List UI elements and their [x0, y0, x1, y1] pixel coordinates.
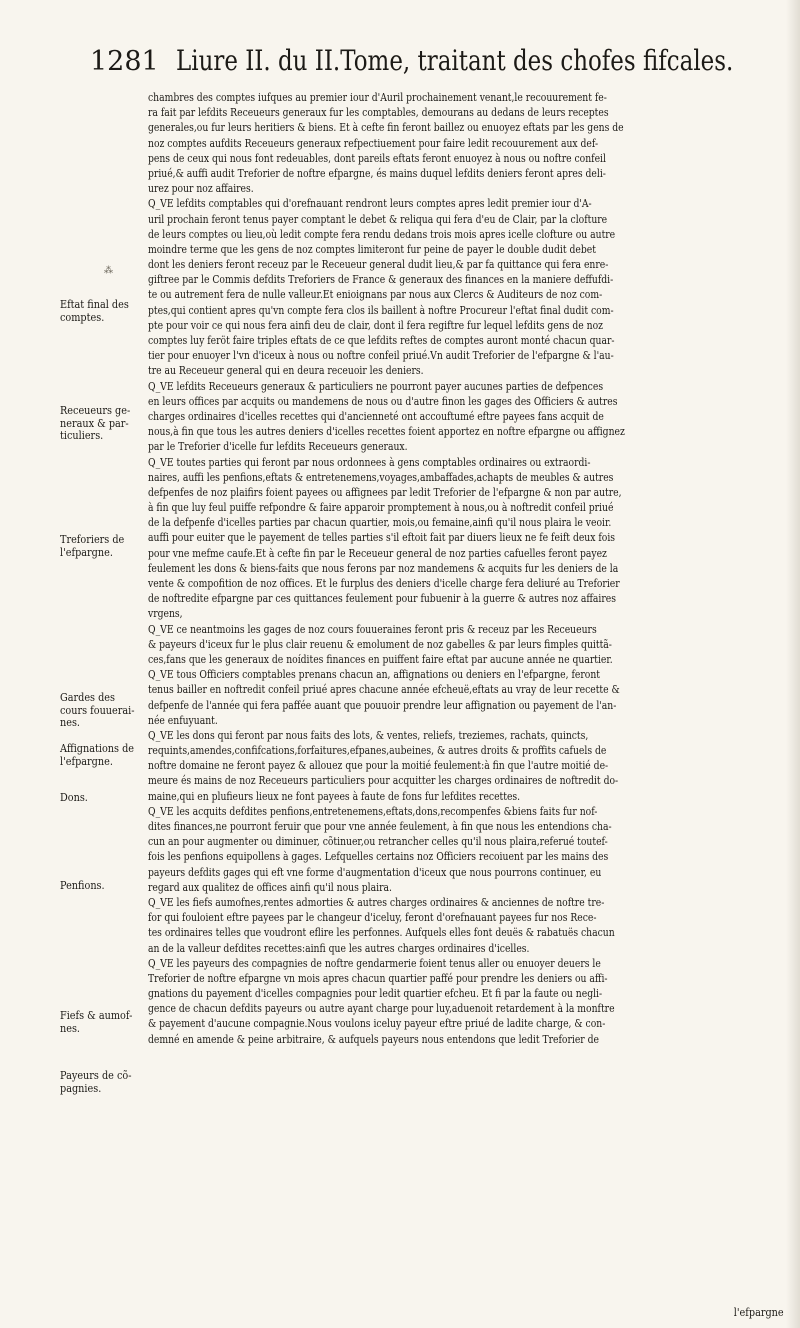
text-line: tes ordinaires telles que voudront eflire les perfonnes. Aufquels elles font deuës & rabatuës chacun: [148, 925, 615, 940]
text-line: ra fait par lefdits Receueurs generaux fur les comptables, demourans au dedans de leurs receptes: [148, 105, 609, 120]
margin-note-line: Eftat final des: [60, 298, 129, 311]
text-line: demné en amende & peine arbitraire, & aufquels payeurs nous entendons que ledit Treforier de: [148, 1031, 600, 1046]
text-line: née enfuyuant.: [148, 712, 218, 727]
margin-note-line: Treforiers de: [60, 533, 125, 546]
text-line: dites finances,ne pourront feruir que pour vne année feulement, à fin que nous les entendions cha-: [148, 819, 612, 833]
text-line: Q_VE les fiefs aumofnes,rentes admorties & autres charges ordinaires & anciennes de noftre tre-: [148, 894, 605, 909]
margin-note-receueurs: [60, 405, 145, 443]
margin-note-gardes: [60, 692, 145, 730]
text-line: Q_VE les payeurs des compagnies de noftre gendarmerie foient tenus aller ou enuoyer deuers le: [148, 955, 601, 970]
margin-note-dons: [60, 792, 145, 805]
text-line: charges ordinaires d'icelles recettes qui d'ancienneté ont accouftumé eftre payees fans acquit de: [148, 408, 604, 423]
text-line: maine,qui en plufieurs lieux ne font payees à faute de fons fur lefdites recettes.: [148, 788, 521, 803]
text-line: noz comptes aufdits Receueurs generaux refpectiuement pour faire ledit recouurement aux def-: [148, 135, 599, 150]
text-line: naires, auffi les penfions,eftats & entretenemens,voyages,ambaffades,achapts de meubles & autres: [148, 469, 614, 484]
text-line: Q_VE ce neantmoins les gages de noz cours fouueraines feront pris & receuz par les Receueurs: [148, 621, 597, 636]
text-line: tier pour enuoyer l'vn d'iceux à nous ou noftre confeil priué.Vn audit Treforier de l'efpargne & l'au-: [148, 348, 614, 363]
text-line: chambres des comptes iufques au premier iour d'Auril prochainement venant,le recouurement fe-: [148, 90, 607, 104]
margin-note-affignations: [60, 743, 145, 768]
page-edge-shadow: [786, 0, 800, 1328]
text-line: tre au Receueur general qui en deura receuoir les deniers.: [148, 363, 424, 378]
text-line: Q_VE les acquits defdites penfions,entretenemens,eftats,dons,recompenfes &biens faits fur nof-: [148, 803, 598, 818]
text-line: feulement les dons & biens-faits que nous ferons par noz mandemens & acquits fur les deniers de la: [148, 560, 619, 575]
margin-note-fiefs: [60, 1010, 145, 1035]
text-line: an de la valleur defdites recettes:ainfi que les autres charges ordinaires d'icelles.: [148, 940, 530, 955]
text-line: Treforier de noftre efpargne vn mois apres chacun quartier paffé pour prendre les deniers ou affi-: [148, 970, 608, 985]
text-line: uril prochain feront tenus payer comptant le debet & reliqua qui fera d'eu de Clair, par la clofture: [148, 211, 608, 226]
text-line: à fin que luy feul puiffe refpondre & faire apparoir promptement à nous,ou à noftredit confeil priué: [148, 500, 614, 515]
margin-note-line: ticuliers.: [60, 429, 104, 443]
running-title: Liure II. du II.Tome, traitant des chofes fifcales.: [176, 44, 734, 77]
text-line: generales,ou fur leurs heritiers & biens. Et à cefte fin feront baillez ou enuoyez eftats par les gens de: [148, 120, 624, 135]
text-line: defpenfes de noz plaifirs foient payees ou affignees par ledit Treforier de l'efpargne & non par autre,: [148, 484, 622, 499]
text-line: par le Treforier d'icelle fur lefdits Receueurs generaux.: [148, 439, 408, 454]
margin-note-eftat-final: [60, 299, 145, 324]
margin-note-line: Payeurs de cõ-: [60, 1069, 132, 1082]
text-line: pour vne mefme caufe.Et à cefte fin par le Receueur general de noz parties cafuelles feront payez: [148, 545, 607, 560]
text-line: cun an pour augmenter ou diminuer, cõtinuer,ou retrancher celles qu'il nous plaira,referué toutef-: [148, 834, 608, 849]
text-line: vente & compofition de noz offices. Et le furplus des deniers d'icelle charge fera deliuré au Treforier: [148, 576, 620, 590]
text-line: requints,amendes,confifcations,forfaitures,efpanes,aubeines, & autres droits & proffits cafuels de: [148, 743, 607, 758]
text-line: de noftredite efpargne par ces quittances feulement pour fubuenir à la guerre & autres noz affaires: [148, 591, 616, 606]
text-line: nous,à fin que tous les autres deniers d'icelles recettes foient apportez en noftre efpargne ou affignez: [148, 424, 625, 439]
text-line: vrgens,: [148, 606, 183, 621]
margin-note-line: Gardes des: [60, 691, 115, 704]
text-line: defpenfe de l'année qui fera paffée auant que pouuoir prendre leur affignation ou payement de l'an-: [148, 697, 617, 712]
margin-note-line: nes.: [60, 716, 81, 730]
text-line: Q_VE lefdits Receueurs generaux & particuliers ne pourront payer aucunes parties de defpences: [148, 378, 604, 393]
text-line: comptes luy feröt faire triples eftats de ce que lefdits reftes de comptes auront monté chacun quar-: [148, 333, 615, 347]
text-line: giftree par le Commis defdits Treforiers de France & generaux des finances en la maniere deffufdi-: [148, 272, 614, 287]
margin-note-line: cours fouuerai-: [60, 703, 135, 717]
text-line: gence de chacun defdits payeurs ou autre ayant charge pour luy,aduenoit retardement à la monftre: [148, 1001, 615, 1016]
catchword: l'efpargne: [734, 1305, 784, 1319]
text-line: auffi pour euiter que le payement de telles parties s'il eftoit fait par diuers lieux ne fe feift deux fois: [148, 530, 616, 545]
margin-note-line: Penfions.: [60, 879, 105, 892]
text-line: tenus bailler en noftredit confeil priué apres chacune année efcheuë,eftats au vray de leur recette &: [148, 682, 620, 697]
text-line: moindre terme que les gens de noz comptes limiteront fur peine de payer le double dudit debet: [148, 241, 596, 256]
text-line: gnations du payement d'icelles compagnies pour ledit quartier efcheu. Et fi par la faute ou negli-: [148, 986, 603, 1001]
text-line: noftre domaine ne feront payez & allouez que pour la moitié feulement:à fin que l'autre moitié de-: [148, 758, 609, 773]
text-line: for qui fouloient eftre payees par le changeur d'iceluy, feront d'orefnauant payees fur nos Rece-: [148, 910, 597, 925]
margin-note-line: neraux & par-: [60, 416, 129, 430]
text-line: en leurs offices par acquits ou mandemens de nous ou d'autre finon les gages des Officiers & autres: [148, 393, 618, 408]
text-line: payeurs defdits gages qui eft vne forme d'augmentation d'iceux que nous pourrons continuer, eu: [148, 864, 602, 879]
margin-note-line: nes.: [60, 1021, 81, 1035]
text-line: ptes,qui contient apres qu'vn compte fera clos ils baillent à noftre Procureur l'eftat final dudit com-: [148, 302, 614, 317]
text-line: meure és mains de noz Receueurs particuliers pour acquitter les charges ordinaires de noftredit do-: [148, 773, 619, 788]
margin-note-line: l'efpargne.: [60, 754, 113, 768]
page-number: 1281: [90, 46, 159, 77]
text-line: ces,fans que les generaux de noídites finances en puiffent faire eftat par aucune année ne quartier.: [148, 651, 613, 666]
text-line: pens de ceux qui nous font redeuables, dont pareils eftats feront enuoyez à nous ou noftre confeil: [148, 150, 606, 165]
text-line: fois les penfions equipollens à gages. Lefquelles certains noz Officiers recoiuent par les mains des: [148, 849, 609, 864]
margin-note-line: comptes.: [60, 310, 105, 324]
margin-note-penfions: [60, 880, 145, 893]
margin-note-line: Receueurs ge-: [60, 404, 131, 417]
margin-note-line: Dons.: [60, 791, 88, 804]
text-line: Q_VE tous Officiers comptables prenans chacun an, affignations ou deniers en l'efpargne, feront: [148, 667, 601, 682]
body-text: [148, 90, 788, 1047]
text-line: & payeurs d'iceux fur le plus clair reuenu & emolument de noz gabelles & par leurs fimples quittã-: [148, 636, 612, 651]
margin-note-line: l'efpargne.: [60, 545, 113, 559]
margin-note-line: pagnies.: [60, 1081, 102, 1095]
margin-note-payeurs: [60, 1070, 145, 1095]
text-line: & payement d'aucune compagnie.Nous voulons iceluy payeur eftre priué de ladite charge, & con-: [148, 1016, 606, 1031]
text-line: priué,& auffi audit Treforier de noftre efpargne, és mains duquel lefdits deniers feront apres deli-: [148, 165, 606, 180]
text-line: Q_VE les dons qui feront par nous faits des lots, & ventes, reliefs, treziemes, rachats, quincts,: [148, 727, 589, 742]
text-line: de la defpenfe d'icelles parties par chacun quartier, mois,ou femaine,ainfi qu'il nous plaira le veoir.: [148, 515, 612, 530]
text-line: dont les deniers feront receuz par le Receueur general dudit lieu,& par fa quittance qui fera enre-: [148, 257, 609, 272]
text-line: de leurs comptes ou lieu,où ledit compte fera rendu dedans trois mois apres icelle clofture ou autre: [148, 226, 616, 241]
margin-dot-mark: ⁂: [104, 266, 113, 276]
text-line: Q_VE toutes parties qui feront par nous ordonnees à gens comptables ordinaires ou extraordi-: [148, 454, 591, 469]
margin-note-line: Fiefs & aumof-: [60, 1009, 133, 1022]
margin-note-line: Affignations de: [60, 742, 135, 755]
text-line: regard aux qualitez de offices ainfi qu'il nous plaira.: [148, 879, 392, 894]
text-line: te ou autrement fera de nulle valleur.Et enioignans par nous aux Clercs & Auditeurs de noz com-: [148, 287, 603, 302]
margin-note-treforiers: [60, 534, 145, 559]
text-line: pte pour voir ce qui nous fera ainfi deu de clair, dont il fera regiftre fur lequel lefdits gens de noz: [148, 317, 604, 332]
text-line: urez pour noz affaires.: [148, 181, 254, 196]
text-line: Q_VE lefdits comptables qui d'orefnauant rendront leurs comptes apres ledit premier iour d'A-: [148, 196, 592, 211]
